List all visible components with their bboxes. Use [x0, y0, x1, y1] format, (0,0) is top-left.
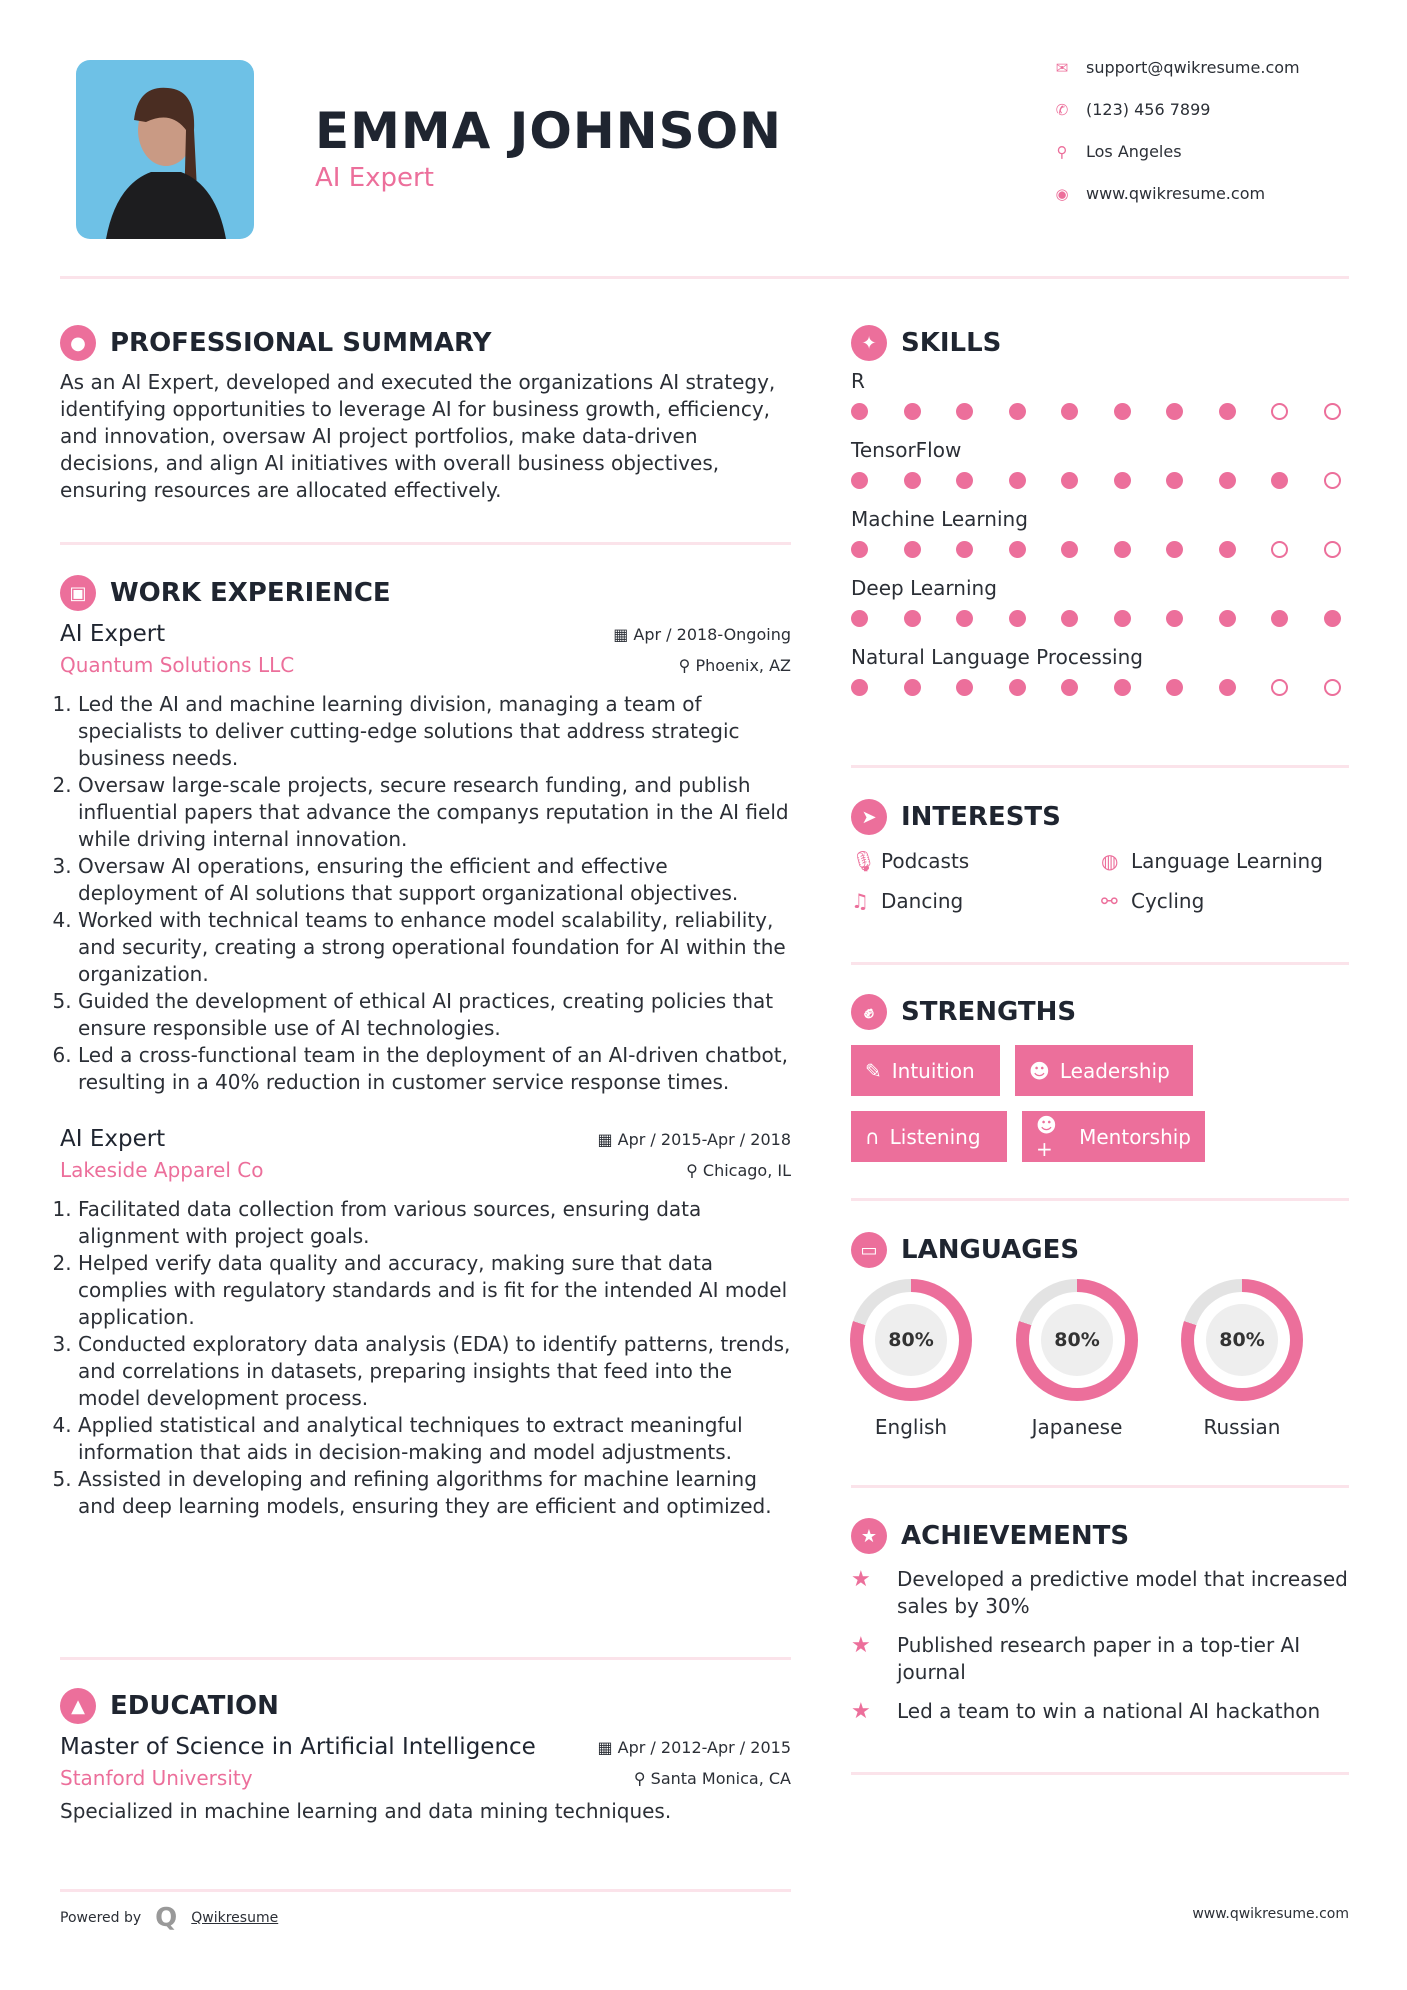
powered-by-text: Powered by	[60, 1910, 142, 1926]
users-icon: ☻	[1029, 1058, 1050, 1083]
bullet: 2. Helped verify data quality and accuracy, making sure that data complies with regulatory standards and is fit for the intended AI model application.	[78, 1250, 791, 1331]
achievement-item	[851, 1698, 1349, 1725]
summary-heading-text: PROFESSIONAL SUMMARY	[110, 328, 492, 358]
summary-text: As an AI Expert, developed and executed the organizations AI strategy, identifying opportunities to leverage AI for business growth, efficiency, and innovation, oversaw AI project portfolios, make data-driven decisions, and align AI initiatives with overall business objectives, ensuring resources are allocated effectively.	[60, 370, 776, 502]
language-percent: 80%	[1206, 1304, 1278, 1376]
rating-dot-empty	[1271, 679, 1288, 696]
rating-dot-filled	[1114, 472, 1131, 489]
microphone-icon: 🎙︎	[851, 849, 877, 873]
language-percent: 80%	[875, 1304, 947, 1376]
rating-dot-filled	[1219, 679, 1236, 696]
skill-rating	[851, 403, 1341, 420]
music-icon: ♫	[851, 889, 869, 913]
strength-label: Mentorship	[1079, 1124, 1191, 1149]
footer-site[interactable]: www.qwikresume.com	[1192, 1906, 1349, 1922]
section-divider	[851, 962, 1349, 965]
pin-icon: ⚲	[686, 1160, 703, 1180]
section-divider	[851, 765, 1349, 768]
job-date-text: Apr / 2015-Apr / 2018	[617, 1129, 791, 1149]
bullet: 6. Led a cross-functional team in the deployment of an AI-driven chatbot, resulting in a 40% reduction in customer service response times.	[78, 1042, 791, 1096]
bullet: 2. Oversaw large-scale projects, secure research funding, and publish influential papers that advance the companys reputation in the AI field while driving internal innovation.	[78, 772, 791, 853]
globe-icon: ◉	[1055, 184, 1069, 203]
language-percent: 80%	[1041, 1304, 1113, 1376]
interest-item	[1101, 889, 1351, 913]
education-date-text: Apr / 2012-Apr / 2015	[617, 1737, 791, 1757]
rating-dot-empty	[1324, 472, 1341, 489]
language-name: Russian	[1203, 1415, 1281, 1439]
qwikresume-logo-icon: Q	[155, 1903, 178, 1933]
rating-dot-empty	[1324, 403, 1341, 420]
job-location-text: Chicago, IL	[702, 1160, 791, 1180]
skills-heading-text: SKILLS	[901, 328, 1002, 358]
rating-dot-filled	[1114, 610, 1131, 627]
graduation-icon: ▲	[60, 1688, 96, 1724]
skill-name: R	[851, 369, 865, 393]
strength-label: Leadership	[1059, 1058, 1170, 1083]
rating-dot-filled	[956, 403, 973, 420]
language-name: Japanese	[1031, 1415, 1123, 1439]
bicycle-icon: ⚯	[1101, 889, 1118, 913]
interest-item	[851, 849, 1101, 873]
section-divider	[851, 1772, 1349, 1775]
skill-rating	[851, 472, 1341, 489]
phone-icon: ✆	[1055, 100, 1069, 119]
header-divider	[60, 276, 1349, 279]
job-date-text: Apr / 2018-Ongoing	[633, 624, 791, 644]
job-entry	[60, 621, 791, 1096]
rating-dot-filled	[1114, 541, 1131, 558]
contact-email[interactable]	[1052, 58, 1300, 77]
rating-dot-filled	[1061, 472, 1078, 489]
work-heading	[60, 575, 791, 611]
job-location-text: Phoenix, AZ	[695, 655, 791, 675]
achievement-text: Led a team to win a national AI hackathon	[897, 1699, 1321, 1723]
skills-section	[851, 325, 1349, 714]
pin-icon: ⚲	[633, 1768, 651, 1788]
pin-icon: ⚲	[678, 655, 696, 675]
rating-dot-filled	[1219, 472, 1236, 489]
bullet: 3. Oversaw AI operations, ensuring the efficient and effective deployment of AI solutions that support organizational objectives.	[78, 853, 791, 907]
email-text: support@qwikresume.com	[1086, 58, 1300, 77]
rating-dot-filled	[956, 541, 973, 558]
achievement-text: Published research paper in a top-tier AI journal	[897, 1633, 1301, 1684]
contact-website[interactable]	[1052, 184, 1265, 203]
rating-dot-filled	[1166, 679, 1183, 696]
job-location	[686, 1161, 791, 1180]
left-column	[60, 325, 791, 1520]
achievements-heading	[851, 1518, 1349, 1554]
strength-tag	[1022, 1111, 1205, 1162]
phone-text: (123) 456 7899	[1086, 100, 1211, 119]
skill-name: Machine Learning	[851, 507, 1028, 531]
footer-powered	[60, 1903, 278, 1933]
website-text: www.qwikresume.com	[1086, 184, 1266, 203]
mail-icon: ✉	[1055, 58, 1069, 77]
rating-dot-filled	[1271, 610, 1288, 627]
language-ring	[1181, 1279, 1303, 1401]
profile-photo	[76, 60, 254, 239]
lightbulb-icon: ✦	[851, 325, 887, 361]
rating-dot-filled	[904, 403, 921, 420]
interest-label: Language Learning	[1131, 849, 1323, 873]
star-icon: ★	[851, 1518, 887, 1554]
calendar-icon: ▦	[613, 624, 634, 644]
headphones-icon: ∩	[865, 1124, 880, 1149]
rating-dot-empty	[1324, 679, 1341, 696]
education-heading	[60, 1688, 791, 1724]
rating-dot-empty	[1324, 541, 1341, 558]
rating-dot-filled	[1061, 403, 1078, 420]
calendar-icon: ▦	[597, 1129, 618, 1149]
rating-dot-filled	[904, 679, 921, 696]
section-divider	[851, 1485, 1349, 1488]
interest-label: Cycling	[1131, 889, 1205, 913]
calendar-icon: ▦	[597, 1737, 618, 1757]
rating-dot-filled	[1009, 679, 1026, 696]
rating-dot-filled	[1166, 403, 1183, 420]
school: Stanford University	[60, 1766, 253, 1790]
achievement-text: Developed a predictive model that increased sales by 30%	[897, 1567, 1348, 1618]
job-company: Quantum Solutions LLC	[60, 653, 295, 677]
interest-item	[1101, 849, 1351, 873]
skills-list	[851, 369, 1349, 696]
shooting-star-icon: ★	[851, 1699, 871, 1724]
achievement-item	[851, 1632, 1349, 1686]
job-location	[679, 656, 791, 675]
education-section	[60, 1688, 791, 1825]
job-company: Lakeside Apparel Co	[60, 1158, 264, 1182]
rating-dot-empty	[1271, 541, 1288, 558]
interests-section	[851, 799, 1349, 913]
education-desc: Specialized in machine learning and data mining techniques.	[60, 1799, 672, 1823]
language-ring	[1016, 1279, 1138, 1401]
degree: Master of Science in Artificial Intelligence	[60, 1734, 536, 1760]
rating-dot-filled	[1061, 541, 1078, 558]
language-name: English	[874, 1415, 948, 1439]
job-title: AI Expert	[60, 621, 166, 647]
language-ring	[850, 1279, 972, 1401]
strength-tag	[851, 1111, 1007, 1162]
rating-dot-filled	[1219, 541, 1236, 558]
paper-plane-icon: ➤	[851, 799, 887, 835]
strengths-heading	[851, 994, 1349, 1030]
bullet: 4. Applied statistical and analytical techniques to extract meaningful information that aids in decision-making and model adjustments.	[78, 1412, 791, 1466]
strength-tag	[1015, 1045, 1193, 1096]
rating-dot-filled	[904, 610, 921, 627]
interest-label: Podcasts	[881, 849, 970, 873]
skill-rating	[851, 541, 1341, 558]
strength-label: Listening	[889, 1124, 981, 1149]
bullet: 1. Facilitated data collection from various sources, ensuring data alignment with project goals.	[78, 1196, 791, 1250]
strengths-heading-text: STRENGTHS	[901, 997, 1077, 1027]
bullet: 5. Assisted in developing and refining algorithms for machine learning and deep learning models, ensuring they are efficient and optimized.	[78, 1466, 791, 1520]
rating-dot-filled	[1166, 610, 1183, 627]
achievements-section	[851, 1518, 1349, 1737]
job-title: AI Expert	[60, 1126, 166, 1152]
strength-tag	[851, 1045, 1000, 1096]
job-date	[597, 1130, 791, 1149]
rating-dot-filled	[1219, 403, 1236, 420]
rating-dot-filled	[851, 472, 868, 489]
rating-dot-filled	[1009, 541, 1026, 558]
skill-name: TensorFlow	[851, 438, 962, 462]
rating-dot-filled	[904, 472, 921, 489]
location-text: Los Angeles	[1086, 142, 1182, 161]
rating-dot-filled	[1009, 610, 1026, 627]
job-date	[613, 625, 791, 644]
education-location	[634, 1769, 791, 1788]
user-icon: ●	[60, 325, 96, 361]
rating-dot-filled	[1166, 541, 1183, 558]
rating-dot-filled	[851, 403, 868, 420]
achievement-item	[851, 1566, 1349, 1620]
rating-dot-filled	[1009, 472, 1026, 489]
candidate-title: AI Expert	[315, 163, 434, 193]
education-date	[597, 1738, 791, 1757]
section-divider	[851, 1198, 1349, 1201]
rating-dot-filled	[1061, 679, 1078, 696]
rating-dot-filled	[904, 541, 921, 558]
footer-divider	[60, 1889, 791, 1892]
interest-item	[851, 889, 1101, 913]
work-heading-text: WORK EXPERIENCE	[110, 578, 391, 608]
fist-icon: ✊︎	[851, 994, 887, 1030]
rating-dot-filled	[956, 679, 973, 696]
rating-dot-filled	[1219, 610, 1236, 627]
bullet: 4. Worked with technical teams to enhance model scalability, reliability, and security, creating a strong operational foundation for AI within the organization.	[78, 907, 791, 988]
skill-rating	[851, 610, 1341, 627]
summary-heading	[60, 325, 791, 361]
job-entry	[60, 1126, 791, 1520]
bullet: 3. Conducted exploratory data analysis (EDA) to identify patterns, trends, and correlations in datasets, preparing insights that feed into the model development process.	[78, 1331, 791, 1412]
ring-inner	[1029, 1292, 1125, 1388]
rating-dot-filled	[1324, 610, 1341, 627]
rating-dot-filled	[1166, 472, 1183, 489]
rating-dot-filled	[851, 610, 868, 627]
rating-dot-filled	[851, 679, 868, 696]
section-divider	[60, 1657, 791, 1660]
language-icon: ▭	[851, 1232, 887, 1268]
rating-dot-filled	[1271, 472, 1288, 489]
job-bullets	[60, 1196, 791, 1520]
contact-location	[1052, 142, 1182, 161]
interest-label: Dancing	[881, 889, 964, 913]
rating-dot-filled	[956, 610, 973, 627]
rating-dot-empty	[1271, 403, 1288, 420]
user-plus-icon: ☻+	[1036, 1112, 1057, 1161]
ring-inner	[1194, 1292, 1290, 1388]
chair-icon: ▣	[60, 575, 96, 611]
rating-dot-filled	[956, 472, 973, 489]
rating-dot-filled	[851, 541, 868, 558]
brand-link[interactable]: Qwikresume	[191, 1910, 279, 1926]
achievements-heading-text: ACHIEVEMENTS	[901, 1521, 1130, 1551]
candidate-name: EMMA JOHNSON	[315, 102, 782, 160]
education-location-text: Santa Monica, CA	[650, 1768, 791, 1788]
shooting-star-icon: ★	[851, 1633, 871, 1658]
ring-inner	[863, 1292, 959, 1388]
bullet: 5. Guided the development of ethical AI practices, creating policies that ensure responsible use of AI technologies.	[78, 988, 791, 1042]
magic-wand-icon: ✎	[865, 1058, 882, 1083]
contact-phone	[1052, 100, 1210, 119]
globe-icon: ◍	[1101, 849, 1119, 873]
shooting-star-icon: ★	[851, 1567, 871, 1592]
rating-dot-filled	[1114, 679, 1131, 696]
rating-dot-filled	[1009, 403, 1026, 420]
languages-heading-text: LANGUAGES	[901, 1235, 1080, 1265]
education-heading-text: EDUCATION	[110, 1691, 279, 1721]
languages-heading	[851, 1232, 1349, 1268]
interests-heading-text: INTERESTS	[901, 802, 1061, 832]
rating-dot-filled	[1061, 610, 1078, 627]
strength-label: Intuition	[891, 1058, 975, 1083]
interests-heading	[851, 799, 1349, 835]
skill-rating	[851, 679, 1341, 696]
job-bullets	[60, 691, 791, 1096]
skill-name: Deep Learning	[851, 576, 997, 600]
bullet: 1. Led the AI and machine learning division, managing a team of specialists to deliver cutting-edge solutions that address strategic business needs.	[78, 691, 791, 772]
location-icon: ⚲	[1056, 142, 1068, 161]
skill-name: Natural Language Processing	[851, 645, 1143, 669]
section-divider	[60, 542, 791, 545]
skills-heading	[851, 325, 1349, 361]
rating-dot-filled	[1114, 403, 1131, 420]
